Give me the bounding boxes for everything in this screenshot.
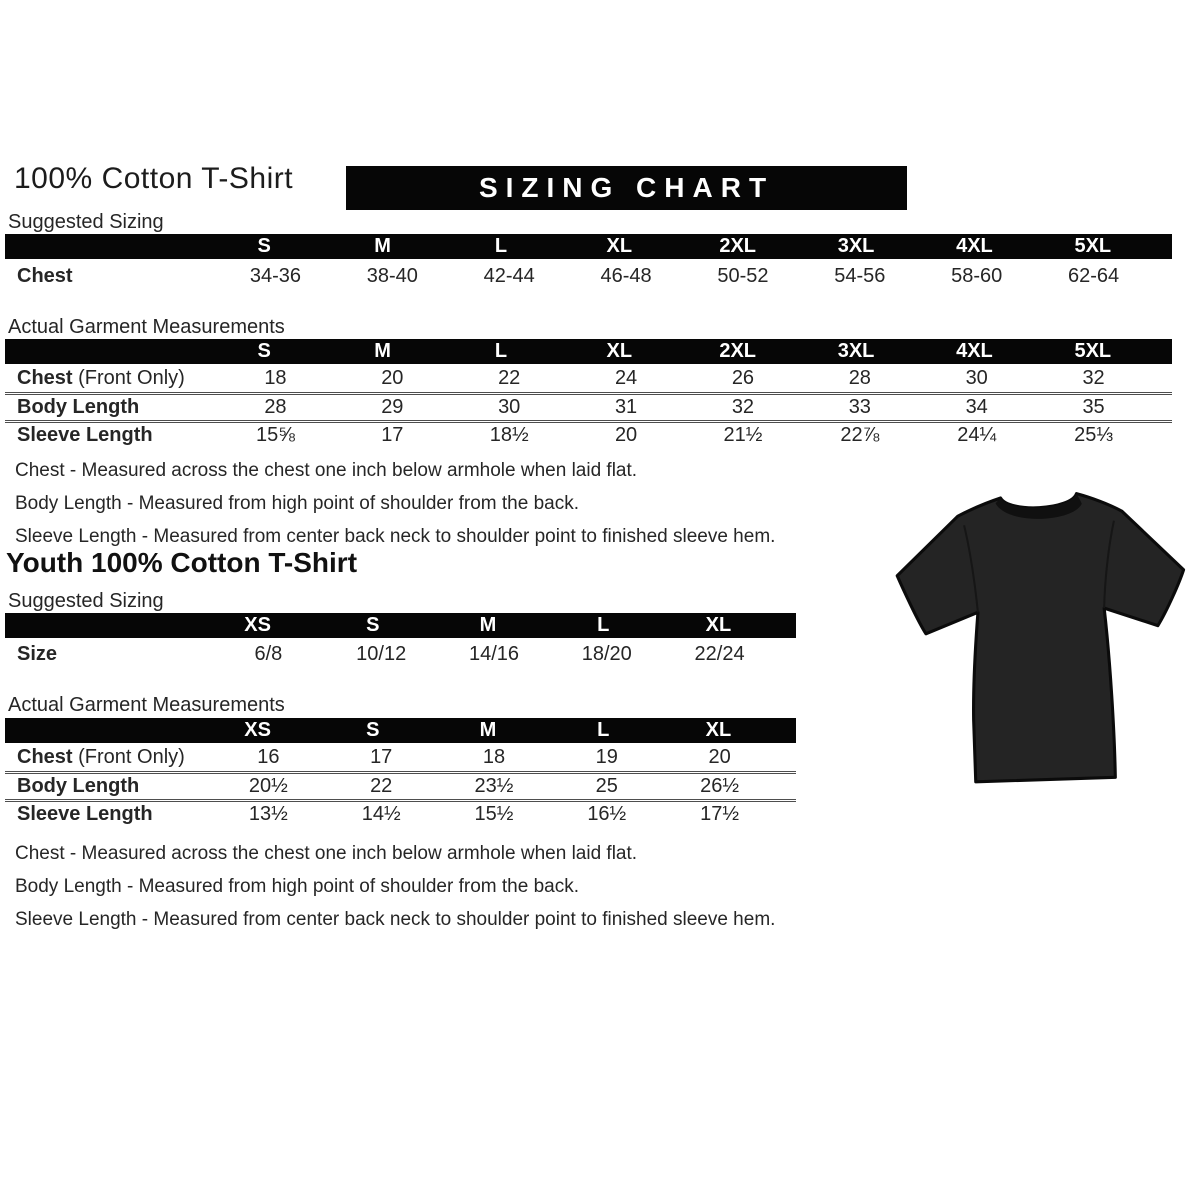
- row-label: Body Length: [17, 775, 140, 797]
- cell: 21½: [723, 424, 763, 446]
- cell: 29: [381, 396, 404, 418]
- note-line: Sleeve Length - Measured from center back neck to shoulder point to finished sleeve hem.: [15, 909, 776, 930]
- youth-measurement-notes: [15, 843, 775, 942]
- cell: 38-40: [366, 264, 418, 287]
- cell: 20½: [248, 775, 288, 797]
- note-line: Chest - Measured across the chest one inch below armhole when laid flat.: [15, 460, 638, 481]
- adult-suggested-section-label: Suggested Sizing: [8, 211, 164, 233]
- cell: 42-44: [483, 264, 535, 287]
- cell: 32: [1082, 366, 1105, 389]
- table-row: [5, 799, 796, 827]
- youth-actual-section-label: Actual Garment Measurements: [8, 694, 285, 716]
- size-column-header: L: [494, 340, 508, 362]
- size-column-header: 5XL: [1074, 235, 1112, 257]
- adult-measurement-notes: [15, 460, 775, 559]
- cell: 18: [482, 745, 506, 768]
- cell: 6/8: [254, 642, 283, 665]
- tshirt-body-shape: [896, 492, 1187, 783]
- youth-suggested-table-header: [5, 613, 796, 638]
- size-column-header: 5XL: [1074, 340, 1112, 362]
- row-label: Body Length: [17, 396, 140, 418]
- table-row: [5, 420, 1172, 448]
- cell: 32: [731, 396, 755, 418]
- size-column-header: M: [374, 340, 391, 362]
- cell: 30: [498, 396, 521, 418]
- size-column-header: L: [597, 614, 610, 636]
- size-column-header: XL: [705, 614, 732, 636]
- youth-actual-table: [5, 718, 796, 827]
- cell: 62-64: [1067, 264, 1120, 287]
- size-column-header: XS: [244, 719, 271, 741]
- cell: 14/16: [468, 642, 520, 665]
- cell: 24¼: [957, 424, 997, 446]
- size-column-header: 3XL: [837, 235, 875, 257]
- cell: 17: [370, 745, 393, 768]
- cell: 20: [708, 745, 731, 768]
- adult-actual-table-header: [5, 339, 1172, 364]
- size-column-header: M: [374, 235, 391, 257]
- size-column-header: XS: [244, 614, 271, 636]
- cell: 34: [965, 396, 988, 418]
- cell: 15½: [474, 803, 514, 825]
- cell: 28: [264, 396, 287, 418]
- row-label: Chest: [17, 264, 73, 287]
- size-column-header: S: [257, 340, 271, 362]
- note-line: Chest - Measured across the chest one inch below armhole when laid flat.: [15, 843, 638, 864]
- cell: 20: [614, 424, 638, 446]
- cell: 34-36: [249, 264, 302, 287]
- adult-suggested-table: [5, 234, 1172, 293]
- cell: 14½: [361, 803, 401, 825]
- row-label: Size: [17, 642, 58, 665]
- row-label: Sleeve Length: [17, 424, 153, 446]
- youth-actual-table-header: [5, 718, 796, 743]
- size-column-header: S: [257, 235, 271, 257]
- cell: 17: [381, 424, 404, 446]
- cell: 30: [965, 366, 988, 389]
- cell: 18: [264, 366, 287, 389]
- cell: 18/20: [581, 642, 632, 665]
- cell: 22⅞: [840, 424, 880, 446]
- note-line: Body Length - Measured from high point of shoulder from the back.: [15, 876, 579, 897]
- youth-suggested-section-label: Suggested Sizing: [8, 590, 164, 612]
- size-column-header: 3XL: [837, 340, 875, 362]
- cell: 16½: [587, 803, 627, 825]
- cell: 16: [257, 745, 280, 768]
- size-column-header: M: [479, 614, 497, 636]
- adult-actual-table: [5, 339, 1172, 448]
- cell: 54-56: [834, 264, 886, 287]
- cell: 22: [370, 775, 393, 797]
- size-column-header: XL: [606, 235, 633, 257]
- cell: 26: [731, 366, 755, 389]
- note-line: Body Length - Measured from high point of shoulder from the back.: [15, 493, 579, 514]
- cell: 28: [848, 366, 871, 389]
- cell: 31: [614, 396, 638, 418]
- table-row: [5, 638, 796, 670]
- size-column-header: 2XL: [719, 340, 757, 362]
- cell: 25: [595, 775, 618, 797]
- size-column-header: 2XL: [719, 235, 757, 257]
- adult-actual-section-label: Actual Garment Measurements: [8, 316, 285, 338]
- table-row: [5, 392, 1172, 420]
- page-title: 100% Cotton T-Shirt: [14, 162, 294, 195]
- cell: 23½: [474, 775, 514, 797]
- cell: 35: [1082, 396, 1105, 418]
- table-row: [5, 259, 1172, 293]
- cell: 46-48: [600, 264, 652, 287]
- cell: 22: [498, 366, 521, 389]
- size-column-header: L: [494, 235, 508, 257]
- cell: 20: [381, 366, 404, 389]
- row-label: Chest (Front Only): [17, 366, 185, 389]
- cell: 58-60: [951, 264, 1003, 287]
- table-row: [5, 743, 796, 771]
- row-label: Sleeve Length: [17, 803, 153, 825]
- table-row: [5, 771, 796, 799]
- size-column-header: XL: [606, 340, 633, 362]
- cell: 24: [614, 366, 638, 389]
- cell: 26½: [700, 775, 740, 797]
- table-row: [5, 364, 1172, 392]
- cell: 33: [848, 396, 871, 418]
- size-column-header: 4XL: [956, 235, 993, 257]
- size-column-header: XL: [705, 719, 732, 741]
- size-column-header: S: [366, 719, 380, 741]
- size-column-header: M: [479, 719, 497, 741]
- cell: 17½: [700, 803, 740, 825]
- note-line: Sleeve Length - Measured from center back neck to shoulder point to finished sleeve hem.: [15, 526, 776, 547]
- cell: 22/24: [694, 642, 745, 665]
- adult-suggested-table-header: [5, 234, 1172, 259]
- cell: 15⅝: [255, 424, 295, 446]
- tshirt-image: [886, 474, 1194, 804]
- cell: 18½: [489, 424, 529, 446]
- cell: 19: [595, 745, 618, 768]
- size-column-header: L: [597, 719, 610, 741]
- youth-section-title: Youth 100% Cotton T-Shirt: [6, 547, 358, 578]
- sizing-chart-banner-label: SIZING CHART: [478, 172, 775, 203]
- cell: 50-52: [717, 264, 769, 287]
- cell: 25⅓: [1074, 424, 1114, 446]
- cell: 10/12: [356, 642, 407, 665]
- cell: 13½: [248, 803, 288, 825]
- row-label: Chest (Front Only): [17, 745, 185, 768]
- size-column-header: 4XL: [956, 340, 993, 362]
- size-column-header: S: [366, 614, 380, 636]
- youth-suggested-table: [5, 613, 796, 670]
- sizing-chart-banner: [346, 166, 907, 210]
